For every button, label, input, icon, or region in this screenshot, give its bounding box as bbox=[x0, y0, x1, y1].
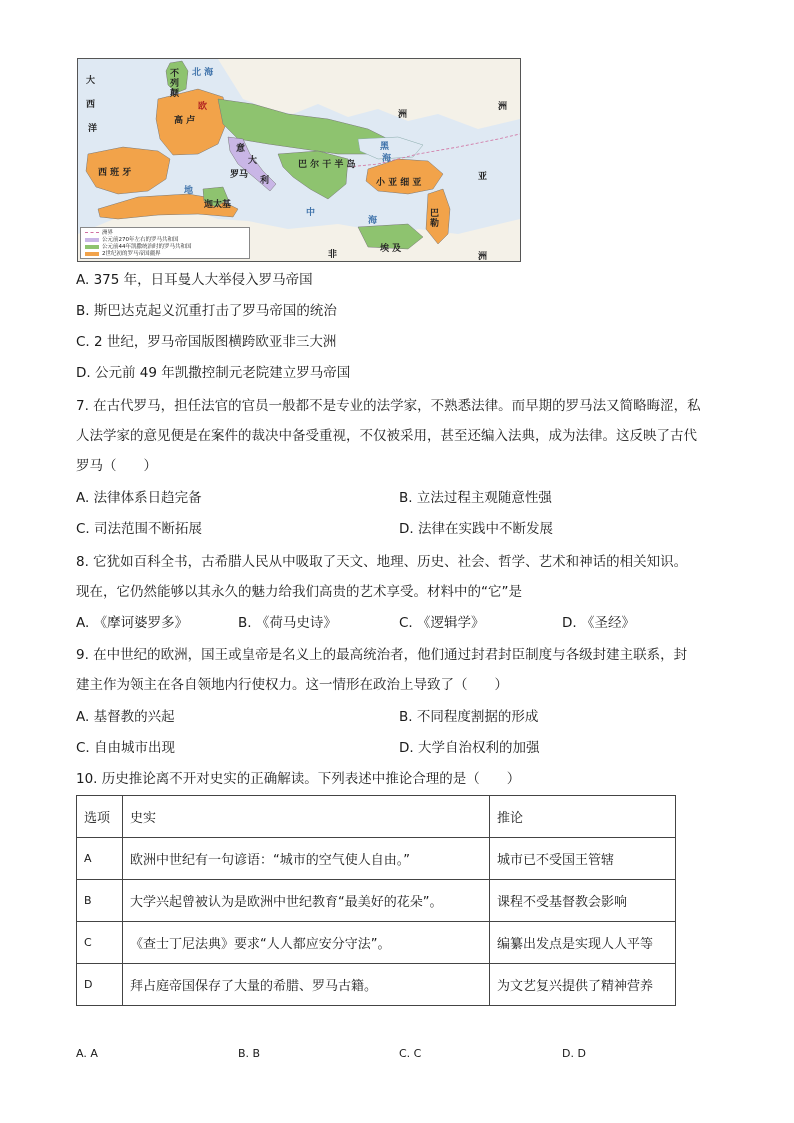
legend-label: 洲界 bbox=[102, 230, 114, 236]
q6-option-b: B. 斯巴达克起义沉重打击了罗马帝国的统治 bbox=[76, 303, 337, 319]
q9-option-b: B. 不同程度割据的形成 bbox=[399, 709, 539, 725]
roman-empire-map bbox=[77, 58, 521, 262]
legend-item-boundary bbox=[85, 230, 113, 236]
map-label-europe: 欧 bbox=[198, 102, 208, 112]
table-cell-inference: 为文艺复兴提供了精神营养 bbox=[490, 964, 676, 1006]
table-row bbox=[77, 838, 676, 880]
map-label-gaul: 高 卢 bbox=[174, 116, 196, 126]
map-label-spain: 西 班 牙 bbox=[98, 168, 132, 178]
map-label-asia-2: 洲 bbox=[498, 102, 508, 112]
table-cell-fact: 《查士丁尼法典》要求“人人都应安分守法”。 bbox=[123, 922, 490, 964]
map-label-continent-europe: 洲 bbox=[398, 110, 408, 120]
q7-option-d: D. 法律在实践中不断发展 bbox=[399, 521, 553, 537]
map-label-italy-2: 大 bbox=[248, 156, 258, 166]
q10-option-b: B. B bbox=[238, 1047, 261, 1060]
map-label-mediterranean-2: 中 bbox=[306, 208, 316, 218]
q10-stem: 10. 历史推论离不开对史实的正确解读。下列表述中推论合理的是（ ） bbox=[76, 771, 521, 787]
map-label-atlantic: 大 bbox=[86, 76, 96, 86]
legend-item-270bc bbox=[85, 237, 179, 243]
table-header-row bbox=[77, 796, 676, 838]
q7-stem-line-3: 罗马（ ） bbox=[76, 458, 157, 474]
map-label-north-sea: 北 海 bbox=[192, 68, 214, 78]
q8-stem-line-2: 现在，它仍然能够以其永久的魅力给我们高贵的艺术享受。材料中的“它”是 bbox=[76, 584, 522, 600]
q9-option-d: D. 大学自治权利的加强 bbox=[399, 740, 540, 756]
q9-option-a: A. 基督教的兴起 bbox=[76, 709, 175, 725]
map-label-mediterranean-3: 海 bbox=[368, 216, 378, 226]
map-label-italy: 意 bbox=[236, 144, 246, 154]
legend-swatch bbox=[85, 238, 99, 242]
legend-swatch bbox=[85, 252, 99, 256]
table-cell-fact: 大学兴起曾被认为是欧洲中世纪教育“最美好的花朵”。 bbox=[123, 880, 490, 922]
map-label-balkan: 巴 尔 干 半 岛 bbox=[298, 160, 356, 170]
table-cell-inference: 城市已不受国王管辖 bbox=[490, 838, 676, 880]
map-label-black-sea: 黑 bbox=[380, 142, 390, 152]
table-cell-inference: 编纂出发点是实现人人平等 bbox=[490, 922, 676, 964]
q7-option-a: A. 法律体系日趋完备 bbox=[76, 490, 202, 506]
q8-option-b: B. 《荷马史诗》 bbox=[238, 615, 337, 631]
map-label-atlantic-2: 西 bbox=[86, 100, 96, 110]
legend-label: 公元前270年左右的罗马共和国 bbox=[102, 237, 179, 243]
legend-label: 公元前44年凯撒统治时的罗马共和国 bbox=[102, 244, 192, 250]
map-label-italy-3: 利 bbox=[260, 176, 270, 186]
table-cell-option: C bbox=[77, 922, 123, 964]
q8-option-d: D. 《圣经》 bbox=[562, 615, 635, 631]
q8-option-c: C. 《逻辑学》 bbox=[399, 615, 485, 631]
q7-stem-line-1: 7. 在古代罗马，担任法官的官员一般都不是专业的法学家，不熟悉法律。而早期的罗马法又简略晦涩，私 bbox=[76, 398, 701, 414]
table-header-option: 选项 bbox=[77, 796, 123, 838]
table-cell-option: D bbox=[77, 964, 123, 1006]
map-label-rome: 罗马 bbox=[230, 170, 249, 180]
q10-option-a: A. A bbox=[76, 1047, 98, 1060]
table-cell-fact: 拜占庭帝国保存了大量的希腊、罗马古籍。 bbox=[123, 964, 490, 1006]
q8-option-a: A. 《摩诃婆罗多》 bbox=[76, 615, 189, 631]
table-cell-fact: 欧洲中世纪有一句谚语：“城市的空气使人自由。” bbox=[123, 838, 490, 880]
q6-option-d: D. 公元前 49 年凯撒控制元老院建立罗马帝国 bbox=[76, 365, 351, 381]
table-row bbox=[77, 964, 676, 1006]
q9-stem-line-2: 建主作为领主在各自领地内行使权力。这一情形在政治上导致了（ ） bbox=[76, 677, 508, 693]
q8-stem-line-1: 8. 它犹如百科全书，古希腊人民从中吸取了天文、地理、历史、社会、哲学、艺术和神话的相关知识。 bbox=[76, 554, 688, 570]
legend-swatch bbox=[85, 245, 99, 249]
map-label-asia-minor: 小 亚 细 亚 bbox=[376, 178, 422, 188]
table-row bbox=[77, 880, 676, 922]
legend-item-2nd-century bbox=[85, 251, 161, 257]
q7-stem-line-2: 人法学家的意见便是在案件的裁决中备受重视，不仅被采用，甚至还编入法典，成为法律。这反映了古代 bbox=[76, 428, 697, 444]
map-label-mediterranean-1: 地 bbox=[184, 186, 194, 196]
map-legend bbox=[80, 227, 250, 259]
q7-option-b: B. 立法过程主观随意性强 bbox=[399, 490, 552, 506]
map-label-africa-2: 洲 bbox=[478, 252, 488, 262]
q10-table bbox=[76, 795, 676, 1006]
table-cell-option: B bbox=[77, 880, 123, 922]
map-label-britain: 不列颠 bbox=[170, 69, 180, 99]
q7-option-c: C. 司法范围不断拓展 bbox=[76, 521, 203, 537]
q9-stem-line-1: 9. 在中世纪的欧洲，国王或皇帝是名义上的最高统治者，他们通过封君封臣制度与各级封建主联系，封 bbox=[76, 647, 688, 663]
map-label-palestine: 巴勒 bbox=[430, 209, 440, 229]
map-label-africa: 非 bbox=[328, 250, 338, 260]
legend-label: 2世纪初的罗马帝国疆界 bbox=[102, 251, 161, 257]
legend-item-44bc bbox=[85, 244, 192, 250]
legend-swatch bbox=[85, 232, 99, 234]
map-label-atlantic-3: 洋 bbox=[88, 124, 98, 134]
table-header-fact: 史实 bbox=[123, 796, 490, 838]
table-row bbox=[77, 922, 676, 964]
q10-option-c: C. C bbox=[399, 1047, 422, 1060]
q9-option-c: C. 自由城市出现 bbox=[76, 740, 176, 756]
q6-option-a: A. 375 年，日耳曼人大举侵入罗马帝国 bbox=[76, 272, 313, 288]
q6-option-c: C. 2 世纪，罗马帝国版图横跨欧亚非三大洲 bbox=[76, 334, 337, 350]
map-label-black-sea-2: 海 bbox=[382, 154, 392, 164]
map-label-asia: 亚 bbox=[478, 172, 488, 182]
map-label-carthage: 迦太基 bbox=[204, 200, 232, 210]
table-header-inference: 推论 bbox=[490, 796, 676, 838]
q10-option-d: D. D bbox=[562, 1047, 586, 1060]
map-label-egypt: 埃 及 bbox=[380, 244, 402, 254]
table-cell-inference: 课程不受基督教会影响 bbox=[490, 880, 676, 922]
table-cell-option: A bbox=[77, 838, 123, 880]
